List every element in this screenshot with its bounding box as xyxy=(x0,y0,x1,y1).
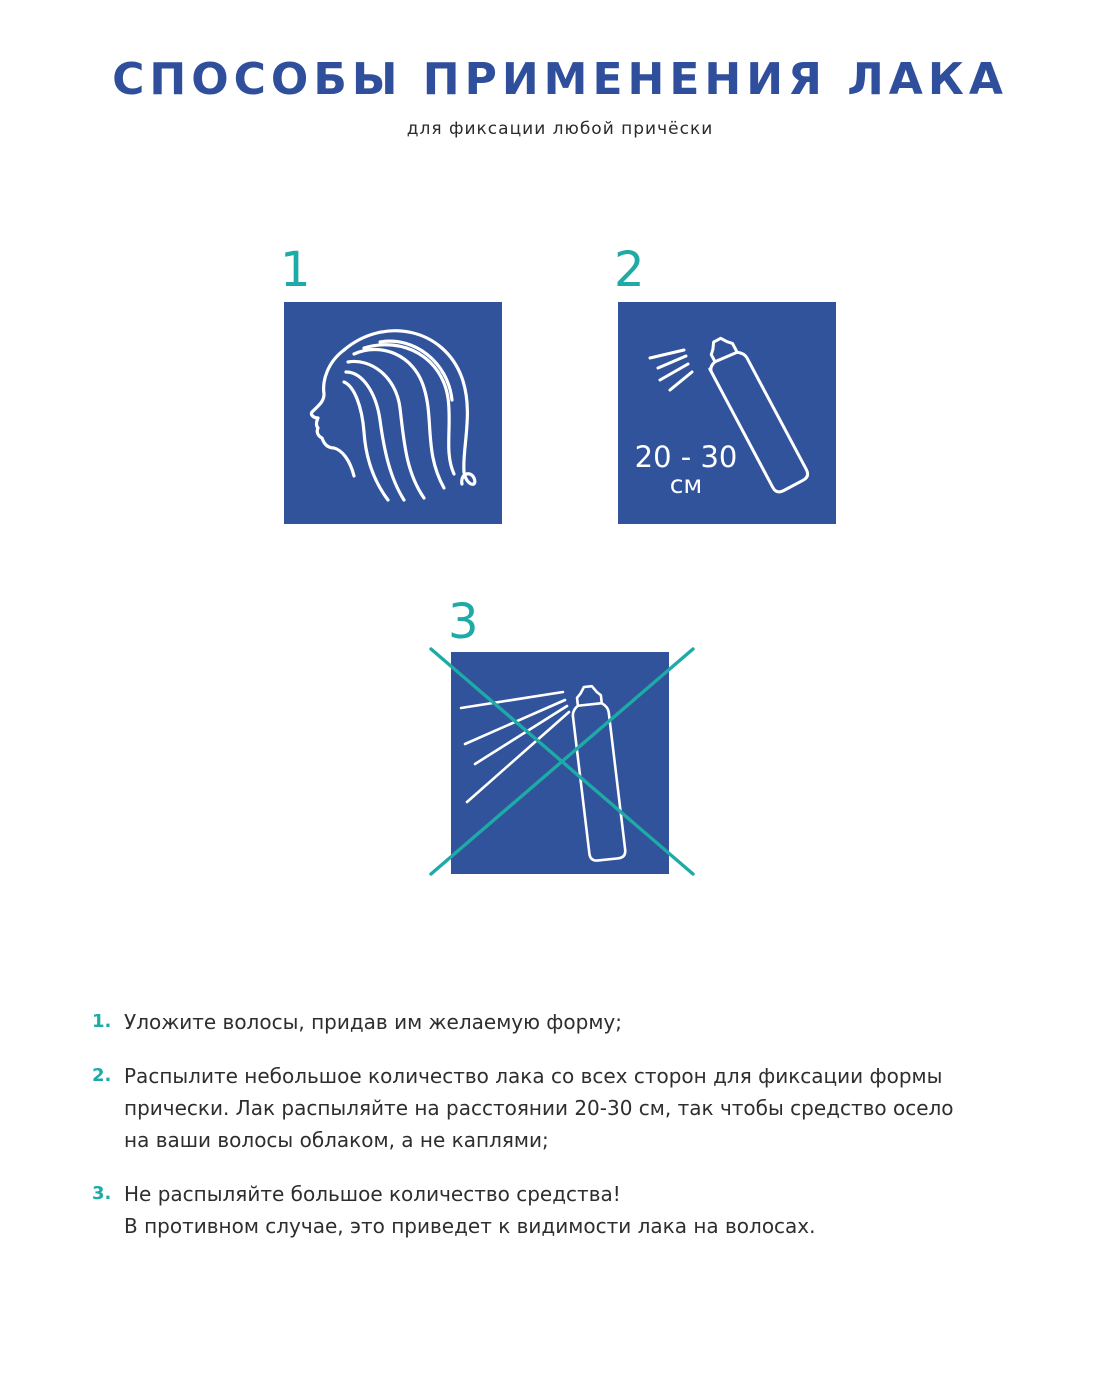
step-1-number: 1 xyxy=(280,242,311,298)
spray-distance-label xyxy=(618,442,754,498)
spray-distance-unit: см xyxy=(669,470,703,499)
instruction-item xyxy=(90,1178,1020,1242)
instruction-text: на ваши волосы облаком, а не каплями; xyxy=(124,1128,549,1152)
instruction-text: Не распыляйте большое количество средства! xyxy=(124,1182,621,1206)
instruction-text: прически. Лак распыляйте на расстоянии 20-30 см, так чтобы средство осело xyxy=(124,1096,954,1120)
instruction-item xyxy=(90,1006,1020,1038)
page-subtitle: для фиксации любой причёски xyxy=(406,119,714,139)
instruction-number: 2. xyxy=(92,1065,112,1086)
page-title: СПОСОБЫ ПРИМЕНЕНИЯ ЛАКА xyxy=(112,54,1008,105)
instructions-list xyxy=(90,1006,1020,1264)
step-2-tile xyxy=(618,302,836,524)
instruction-text: Распылите небольшое количество лака со всех сторон для фиксации формы xyxy=(124,1064,943,1088)
instruction-text: В противном случае, это приведет к видимости лака на волосах. xyxy=(124,1214,816,1238)
prohibited-cross-icon xyxy=(425,645,700,880)
instruction-item xyxy=(90,1060,1020,1156)
instruction-text: Уложите волосы, придав им желаемую форму; xyxy=(124,1010,622,1034)
instruction-number: 3. xyxy=(92,1183,112,1204)
spray-distance-value: 20 - 30 xyxy=(634,440,738,474)
step-1-tile xyxy=(284,302,502,524)
woman-hair-profile-icon xyxy=(284,302,502,524)
instruction-number: 1. xyxy=(92,1011,112,1032)
step-2-number: 2 xyxy=(614,242,645,298)
step-3-number: 3 xyxy=(448,594,479,650)
